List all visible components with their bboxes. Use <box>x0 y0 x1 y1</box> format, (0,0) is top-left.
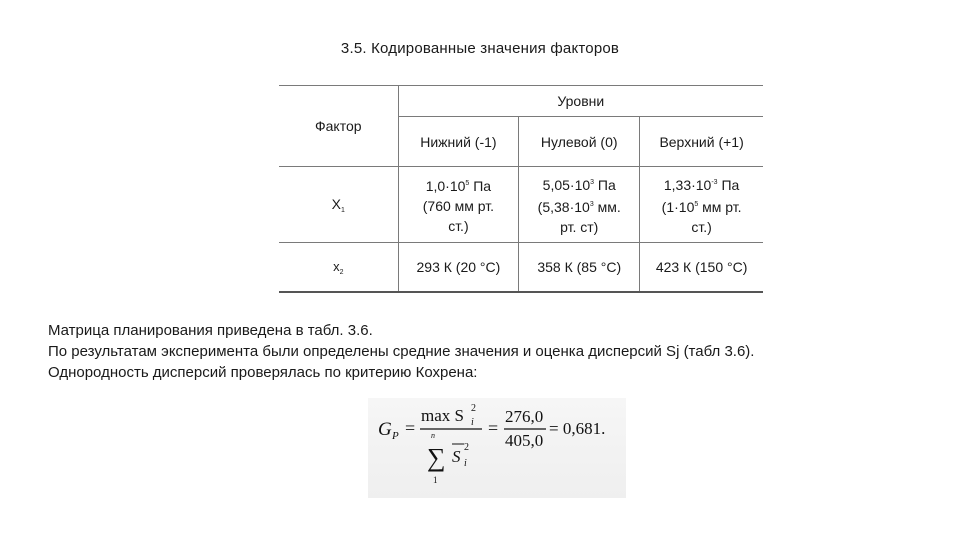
factor-subscript: 2 <box>339 268 344 276</box>
paragraph-line: Матрица планирования приведена в табл. 3.6. <box>48 322 373 339</box>
formula-frac2-den: 405,0 <box>505 431 544 450</box>
factor-symbol: X <box>331 195 341 212</box>
value-unit: мм рт. <box>698 198 742 215</box>
value-line2: (1·10 <box>661 198 695 215</box>
level-high-header: Верхний (+1) <box>640 117 763 167</box>
level-low-header: Нижний (-1) <box>398 117 519 167</box>
x2-low-value: 293 К (20 °С) <box>398 243 519 293</box>
cochran-formula <box>368 398 626 498</box>
table-row <box>279 243 763 293</box>
page-title: 3.5. Кодированные значения факторов <box>340 40 620 57</box>
value-unit: Па <box>594 176 616 193</box>
factor-header-label: Фактор <box>315 118 362 134</box>
factor-symbol: x <box>333 258 340 274</box>
body-paragraph <box>48 320 754 383</box>
value-line3: ст.) <box>448 217 469 234</box>
value-line2: (760 мм рт. <box>422 197 495 214</box>
factors-table <box>279 85 763 293</box>
paragraph-line: Однородность дисперсий проверялась по критерию Кохрена: <box>48 364 478 381</box>
value-text: 5,05·10 <box>542 176 591 193</box>
value-exponent: -3 <box>711 178 718 186</box>
formula-num-text: max S <box>421 406 464 425</box>
formula-sum-bottom: 1 <box>433 475 438 485</box>
formula-eq: = <box>405 418 416 438</box>
value-unit: Па <box>469 177 492 194</box>
value-unit: мм. <box>593 198 621 215</box>
formula-lhs: G <box>378 419 392 440</box>
value-exponent: 3 <box>589 200 594 208</box>
levels-header <box>398 86 763 117</box>
paragraph-line: По результатам эксперимента были определены средние значения и оценка дисперсий Sj (табл 3.6). <box>48 343 755 360</box>
formula-den-text: S <box>452 447 461 466</box>
formula-sum-symbol: ∑ <box>427 443 446 472</box>
formula-sum-top: n <box>431 431 435 440</box>
value-exponent: 5 <box>465 179 470 187</box>
value-exponent: 5 <box>694 200 699 208</box>
factor-subscript: 1 <box>340 206 345 214</box>
factor-header <box>279 86 398 167</box>
table-row <box>279 167 763 243</box>
formula-lhs-sub: P <box>392 430 399 442</box>
formula-num-sub: i <box>471 417 474 428</box>
factor-x2 <box>279 243 398 293</box>
value-text: 1,0·10 <box>425 177 466 194</box>
factor-x1 <box>279 167 398 243</box>
value-line3: рт. ст) <box>560 218 599 235</box>
value-unit: Па <box>717 176 740 193</box>
value-line3: ст.) <box>691 218 712 235</box>
x1-high-value <box>640 167 763 243</box>
level-zero-header: Нулевой (0) <box>519 117 640 167</box>
formula-den-sup: 2 <box>464 442 469 453</box>
formula-den-sub: i <box>464 458 467 469</box>
value-line2: (5,38·10 <box>537 198 590 215</box>
x2-zero-value: 358 К (85 °С) <box>519 243 640 293</box>
formula-result: = 0,681. <box>549 419 606 438</box>
x2-high-value: 423 К (150 °С) <box>640 243 763 293</box>
formula-num-sup: 2 <box>471 403 476 414</box>
formula-frac2-num: 276,0 <box>505 407 544 426</box>
formula-eq2: = <box>488 418 499 438</box>
levels-header-label: Уровни <box>557 93 605 109</box>
x1-low-value <box>398 167 519 243</box>
x1-zero-value <box>519 167 640 243</box>
value-exponent: 3 <box>590 178 595 186</box>
value-text: 1,33·10 <box>663 176 712 193</box>
